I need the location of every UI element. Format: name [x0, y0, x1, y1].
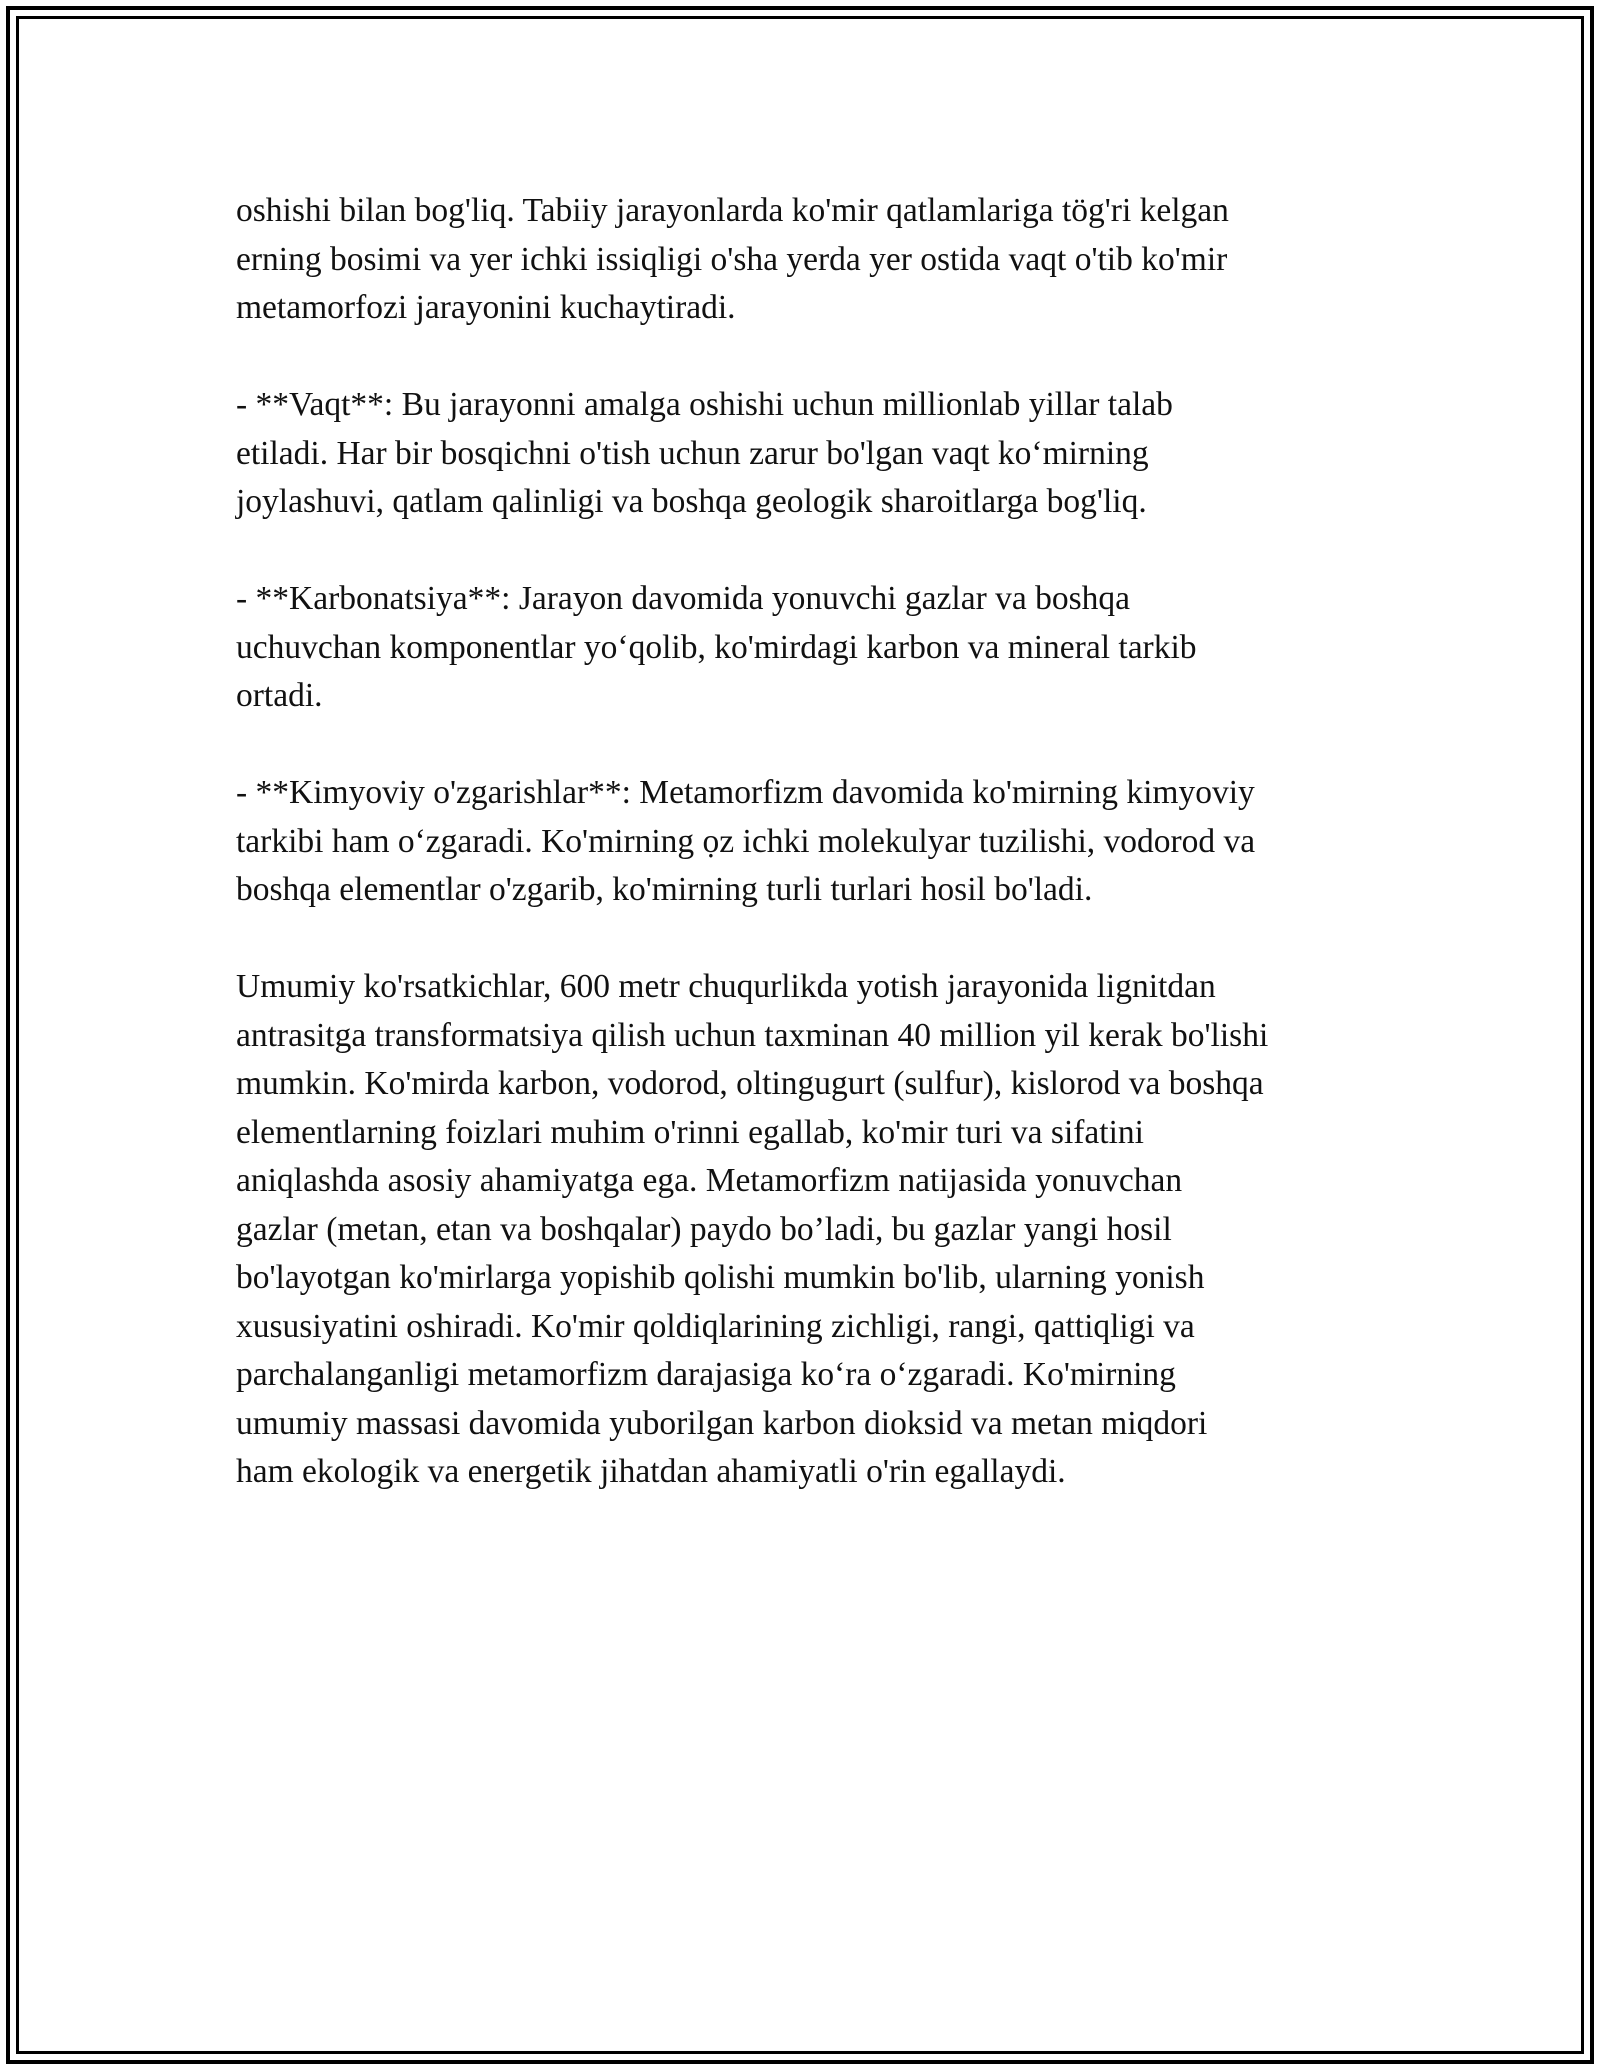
text-line: erning bosimi va yer ichki issiqligi o'sha yerda yer ostida vaqt o'tib ko'mir [236, 240, 1228, 278]
text-line: tarkibi ham o‘zgaradi. Ko'mirning ọz ichki molekulyar tuzilishi, vodorod va [236, 822, 1256, 860]
text-line: antrasitga transformatsiya qilish uchun taxminan 40 million yil kerak bo'lishi [236, 1016, 1269, 1054]
text-line: aniqlashda asosiy ahamiyatga ega. Metamorfizm natijasida yonuvchan [236, 1162, 1183, 1199]
paragraph-vaqt [236, 381, 1376, 527]
text-line: ortadi. [236, 677, 323, 714]
paragraph-karbonatsiya [236, 575, 1376, 721]
text-line: Umumiy ko'rsatkichlar, 600 metr chuqurlikda yotish jarayonida lignitdan [236, 968, 1216, 1005]
document-body [236, 187, 1376, 1545]
text-line: ham ekologik va energetik jihatdan ahamiyatli o'rin egallaydi. [236, 1453, 1066, 1490]
text-line: mumkin. Ko'mirda karbon, vodorod, oltingugurt (sulfur), kislorod va boshqa [236, 1065, 1264, 1102]
text-line: - **Vaqt**: Bu jarayonni amalga oshishi uchun millionlab yillar talab [236, 386, 1173, 423]
paragraph-umumiy-korsatkichlar [236, 963, 1376, 1497]
text-line: bo'layotgan ko'mirlarga yopishib qolishi mumkin bo'lib, ularning yonish [236, 1259, 1205, 1296]
text-line: parchalanganligi metamorfizm darajasiga ko‘ra o‘zgaradi. Ko'mirning [236, 1356, 1176, 1393]
text-line: oshishi bilan bog'liq. Tabiiy jarayonlarda ko'mir qatlamlariga tög'ri kelgan [236, 192, 1229, 229]
text-line: etiladi. Har bir bosqichni o'tish uchun zarur bo'lgan vaqt ko‘mirning [236, 434, 1149, 472]
text-line: - **Karbonatsiya**: Jarayon davomida yonuvchi gazlar va boshqa [236, 580, 1130, 617]
text-line: umumiy massasi davomida yuborilgan karbon dioksid va metan miqdori [236, 1404, 1208, 1442]
text-line: boshqa elementlar o'zgarib, ko'mirning turli turlari hosil bo'ladi. [236, 871, 1093, 908]
text-line: - **Kimyoviy o'zgarishlar**: Metamorfizm davomida ko'mirning kimyoviy [236, 774, 1255, 811]
paragraph-kimyoviy-ozgarishlar [236, 769, 1376, 915]
text-line: metamorfozi jarayonini kuchaytiradi. [236, 289, 736, 326]
paragraph-intro-continuation [236, 187, 1376, 333]
text-line: uchuvchan komponentlar yo‘qolib, ko'mirdagi karbon va mineral tarkib [236, 628, 1197, 666]
text-line: gazlar (metan, etan va boshqalar) paydo bo’ladi, bu gazlar yangi hosil [236, 1210, 1172, 1248]
text-line: elementlarning foizlari muhim o'rinni egallab, ko'mir turi va sifatini [236, 1113, 1144, 1151]
text-line: joylashuvi, qatlam qalinligi va boshqa geologik sharoitlarga bog'liq. [236, 483, 1147, 520]
text-line: xususiyatini oshiradi. Ko'mir qoldiqlarining zichligi, rangi, qattiqligi va [236, 1307, 1195, 1345]
